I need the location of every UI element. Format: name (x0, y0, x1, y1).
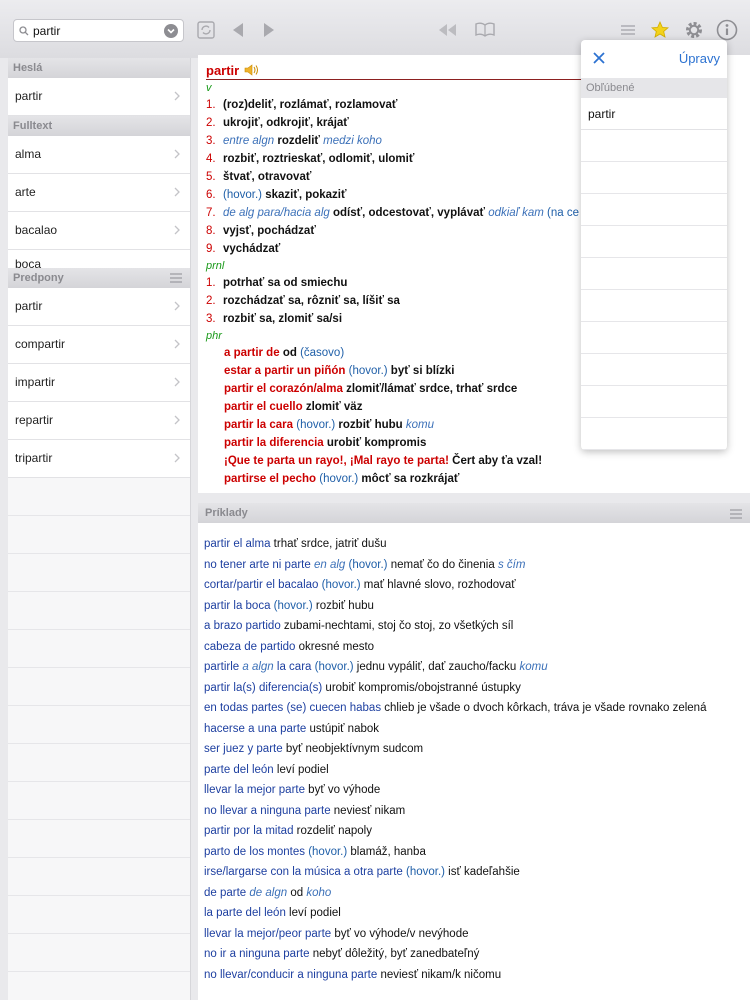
text-segment: partir la diferencia (224, 437, 327, 449)
text-segment: partirse el pecho (224, 473, 320, 485)
empty-row (8, 858, 190, 896)
info-icon[interactable] (716, 19, 738, 41)
text-segment: zlomiť väz (305, 401, 363, 413)
text-segment: byť neobjektívnym sudcom (282, 743, 424, 755)
text-segment: môcť sa rozkrájať (361, 473, 460, 485)
chevron-right-icon (174, 149, 180, 159)
text-segment: rozbiť, roztrieskať, odlomiť, ulomiť (223, 153, 415, 165)
text-segment: od (282, 347, 301, 359)
text-segment: a brazo partido (204, 620, 281, 632)
phrase-row[interactable] (206, 470, 750, 488)
forward-icon[interactable] (262, 20, 276, 40)
text-segment: no llevar a ninguna parte (204, 804, 331, 817)
section-header-fulltext: Fulltext (8, 116, 190, 136)
empty-row (581, 258, 727, 290)
speaker-icon[interactable] (244, 63, 260, 77)
text-segment: ukrojiť, odkrojiť, krájať (223, 117, 349, 129)
text-segment: en todas partes (se) cuecen habas (204, 702, 382, 714)
text-segment: de parte (204, 886, 250, 899)
favorites-toolbar (581, 40, 727, 78)
back-icon[interactable] (231, 20, 245, 40)
example-row[interactable] (204, 739, 750, 760)
text-segment: odísť, odcestovať, vyplávať (332, 207, 489, 219)
list-item[interactable] (8, 402, 190, 440)
favorites-star-icon[interactable] (650, 20, 670, 40)
text-segment: urobiť kompromis/obojstranné ústupky (322, 681, 521, 694)
empty-row (8, 668, 190, 706)
chevron-right-icon (174, 339, 180, 349)
empty-row (8, 630, 190, 668)
list-item-label: bacalao (15, 223, 58, 237)
example-row[interactable] (204, 842, 750, 863)
sense-number: 5. (206, 171, 216, 183)
empty-row (8, 934, 190, 972)
text-segment: en alg (313, 558, 346, 571)
list-item[interactable] (8, 326, 190, 364)
chevron-right-icon (174, 91, 180, 101)
sync-icon[interactable] (196, 20, 216, 40)
text-segment: odkiaľ kam (488, 207, 548, 219)
text-segment: neviesť nikam/k ničomu (377, 968, 502, 981)
example-row[interactable] (204, 760, 750, 781)
empty-row (8, 820, 190, 858)
empty-row (581, 290, 727, 322)
pos-label: prnl (206, 260, 225, 272)
text-segment: Čert aby ťa vzal! (452, 455, 543, 467)
example-row[interactable] (204, 944, 750, 965)
example-row[interactable] (204, 821, 750, 842)
sense-number: 7. (206, 207, 216, 219)
text-segment: rozdeliť (277, 135, 324, 147)
text-segment: partir la(s) diferencia(s) (204, 681, 323, 694)
text-segment: leví podiel (285, 907, 341, 919)
text-segment: (na ce (547, 207, 580, 219)
text-segment: komu (519, 661, 548, 673)
first-icon[interactable] (436, 20, 458, 40)
list-item-label: tripartir (15, 451, 53, 465)
text-segment: jednu vypáliť, dať zaucho/facku (353, 661, 520, 673)
text-segment: no tener arte ni parte (204, 558, 314, 571)
example-row[interactable] (204, 637, 750, 658)
example-row[interactable] (204, 719, 750, 740)
empty-row (8, 516, 190, 554)
favorites-popover (581, 40, 727, 450)
list-item[interactable] (8, 288, 190, 326)
chevron-right-icon (174, 453, 180, 463)
text-segment: la cara (273, 661, 312, 673)
sense-number: 3. (206, 313, 216, 325)
list-item[interactable] (8, 250, 190, 268)
magnifier-icon (19, 26, 29, 36)
edit-button[interactable]: Úpravy (678, 51, 720, 66)
text-segment: (hovor.) (319, 473, 362, 485)
example-row[interactable] (204, 678, 750, 699)
text-segment: chlieb je všade o dvoch kôrkach, tráva je všade rovnako zelená (381, 702, 707, 714)
list-item[interactable] (8, 364, 190, 402)
text-segment: (hovor.) (270, 599, 313, 612)
examples-list (198, 523, 750, 1000)
empty-row (8, 706, 190, 744)
section-header-hesla: Heslá (8, 58, 190, 78)
chevron-right-icon (174, 301, 180, 311)
text-segment: cabeza de partido (204, 640, 296, 653)
book-icon[interactable] (474, 20, 496, 40)
list-item-label: compartir (15, 337, 66, 351)
empty-row (8, 554, 190, 592)
empty-row (581, 226, 727, 258)
text-segment: partir por la mitad (204, 825, 294, 837)
text-segment: urobiť kompromis (326, 437, 427, 449)
text-segment: trhať srdce, jatriť dušu (270, 538, 387, 550)
text-segment: parto de los montes (204, 845, 306, 858)
example-row[interactable] (204, 596, 750, 617)
example-row[interactable] (204, 534, 750, 555)
text-segment: nebyť dôležitý, byť zanedbateľný (309, 948, 480, 960)
empty-row (581, 418, 727, 450)
text-segment: skaziť, pokaziť (265, 189, 347, 201)
text-segment: (hovor.) (318, 579, 361, 591)
sense-number: 1. (206, 99, 216, 111)
text-segment: okresné mesto (295, 640, 375, 653)
list-item-label: boca (15, 257, 42, 268)
text-segment: partir el corazón/alma (224, 383, 347, 395)
example-row[interactable] (204, 780, 750, 801)
empty-row (581, 322, 727, 354)
example-row[interactable] (204, 575, 750, 596)
empty-row (581, 354, 727, 386)
text-segment: a algn (242, 661, 274, 673)
text-segment: partir el alma (204, 538, 271, 550)
example-row[interactable] (204, 555, 750, 576)
text-segment: parte del león (204, 763, 274, 776)
text-segment: entre algn (223, 135, 278, 147)
empty-row (8, 896, 190, 934)
text-segment: koho (306, 886, 332, 899)
text-segment: rozbiť hubu (312, 599, 374, 612)
empty-list-area (8, 478, 190, 1000)
text-segment: partir la cara (224, 419, 297, 431)
sense-number: 3. (206, 135, 216, 147)
sense-number: 2. (206, 117, 216, 129)
example-row[interactable] (204, 862, 750, 883)
text-segment: rozchádzať sa, rôzniť sa, líšiť sa (223, 295, 400, 307)
text-segment: rozdeliť napoly (293, 825, 372, 837)
list-item-label: partir (15, 89, 43, 103)
text-segment: byť vo výhode/v nevýhode (331, 927, 469, 940)
text-segment: (roz)deliť, rozlámať, rozlamovať (223, 99, 398, 111)
text-segment: neviesť nikam (330, 804, 406, 817)
phrase-row[interactable] (206, 452, 750, 470)
list-item-label: partir (15, 299, 43, 313)
favorite-item[interactable]: partir (581, 98, 727, 130)
text-segment: hacerse a una parte (204, 722, 307, 735)
text-segment: medzi koho (323, 135, 382, 147)
text-segment: (hovor.) (305, 845, 348, 858)
gear-icon[interactable] (683, 19, 705, 41)
chevron-right-icon (174, 377, 180, 387)
text-segment: nemať čo do činenia (387, 558, 498, 571)
list-item-label: impartir (15, 375, 56, 389)
close-icon[interactable] (591, 50, 607, 66)
text-segment: vychádzať (223, 243, 281, 255)
chevron-right-icon (174, 415, 180, 425)
text-segment: (hovor.) (296, 419, 339, 431)
example-row[interactable] (204, 616, 750, 637)
text-segment: zlomiť/lámať srdce, trhať srdce (346, 383, 518, 395)
menu-icon[interactable] (730, 509, 742, 519)
empty-row (8, 782, 190, 820)
dropdown-clear-icon[interactable] (164, 24, 178, 38)
headword: partir (206, 62, 240, 78)
text-segment: blamáž, hanba (347, 845, 426, 858)
search-input[interactable] (33, 24, 157, 38)
empty-row (581, 194, 727, 226)
list-item-label: repartir (15, 413, 54, 427)
sense-number: 9. (206, 243, 216, 255)
empty-row (8, 744, 190, 782)
text-segment: zubami-nechtami, stoj čo stoj, zo všetkých síl (280, 620, 514, 632)
list-item[interactable] (8, 440, 190, 478)
sense-number: 2. (206, 295, 216, 307)
list-icon[interactable] (620, 20, 636, 40)
text-segment: irse/largarse con la música a otra parte (204, 866, 403, 878)
examples-header (198, 503, 750, 523)
search-box[interactable] (13, 19, 184, 42)
empty-row (8, 592, 190, 630)
text-segment: od (287, 886, 307, 899)
text-segment: cortar/partir el bacalao (204, 579, 319, 591)
example-row[interactable] (204, 883, 750, 904)
text-segment: (hovor.) (345, 558, 388, 571)
pos-label: phr (206, 330, 222, 342)
pos-label: v (206, 82, 212, 94)
empty-row (581, 130, 727, 162)
example-row[interactable] (204, 698, 750, 719)
text-segment: s čím (497, 558, 526, 571)
text-segment: a partir de (224, 347, 283, 359)
chevron-right-icon (174, 225, 180, 235)
text-segment: partir el cuello (224, 401, 306, 413)
empty-row (8, 478, 190, 516)
text-segment: komu (405, 419, 435, 431)
text-segment: (hovor.) (402, 866, 445, 878)
text-segment: de algn (249, 886, 288, 899)
example-row[interactable] (204, 903, 750, 924)
text-segment: no ir a ninguna parte (204, 948, 310, 960)
text-segment: (časovo) (300, 347, 345, 359)
empty-row (8, 972, 190, 1000)
example-row[interactable] (204, 657, 750, 678)
section-header-predpony (8, 268, 190, 288)
left-panel (8, 58, 191, 1000)
favorites-empty-area (581, 130, 727, 450)
text-segment: byť vo výhode (304, 784, 381, 796)
example-row[interactable] (204, 801, 750, 822)
text-segment: štvať, otravovať (223, 171, 312, 183)
text-segment: estar a partir un piñón (224, 365, 349, 377)
example-row[interactable] (204, 924, 750, 945)
list-item[interactable] (8, 174, 190, 212)
text-segment: no llevar/conducir a ninguna parte (204, 968, 378, 981)
list-item[interactable] (8, 212, 190, 250)
sense-number: 8. (206, 225, 216, 237)
examples-header-label: Príklady (205, 507, 248, 519)
text-segment: partir la boca (204, 599, 271, 612)
entry-header (206, 61, 586, 80)
text-segment: rozbiť sa, zlomiť sa/si (223, 313, 343, 325)
text-segment: la parte del león (204, 907, 286, 919)
list-item-label: alma (15, 147, 42, 161)
text-segment: isť kadeľahšie (444, 866, 520, 878)
text-segment: rozbiť hubu (338, 419, 406, 431)
text-segment: (hovor.) (311, 661, 354, 673)
text-segment: (hovor.) (348, 365, 391, 377)
text-segment: leví podiel (273, 763, 329, 776)
list-item-label: arte (15, 185, 36, 199)
section-header-label: Predpony (13, 272, 64, 284)
chevron-right-icon (174, 187, 180, 197)
text-segment: ser juez y parte (204, 743, 283, 755)
text-segment: partirle (204, 661, 243, 673)
empty-row (581, 162, 727, 194)
sense-number: 6. (206, 189, 216, 201)
example-row[interactable] (204, 965, 750, 986)
text-segment: byť si blízki (390, 365, 455, 377)
menu-icon[interactable] (170, 273, 182, 283)
sense-number: 4. (206, 153, 216, 165)
empty-row (581, 386, 727, 418)
text-segment: mať hlavné slovo, rozhodovať (360, 579, 516, 591)
text-segment: potrhať sa od smiechu (223, 277, 348, 289)
text-segment: ¡Que te parta un rayo!, ¡Mal rayo te parta! (224, 455, 453, 467)
favorites-header: Obľúbené (581, 78, 727, 98)
list-item[interactable] (8, 136, 190, 174)
sense-number: 1. (206, 277, 216, 289)
text-segment: vyjsť, pochádzať (223, 225, 316, 237)
text-segment: (hovor.) (223, 189, 266, 201)
text-segment: ustúpiť nabok (306, 722, 380, 735)
list-item[interactable] (8, 78, 190, 116)
text-segment: llevar la mejor parte (204, 784, 305, 796)
text-segment: de alg para/hacia alg (223, 207, 333, 219)
text-segment: llevar la mejor/peor parte (204, 927, 332, 940)
